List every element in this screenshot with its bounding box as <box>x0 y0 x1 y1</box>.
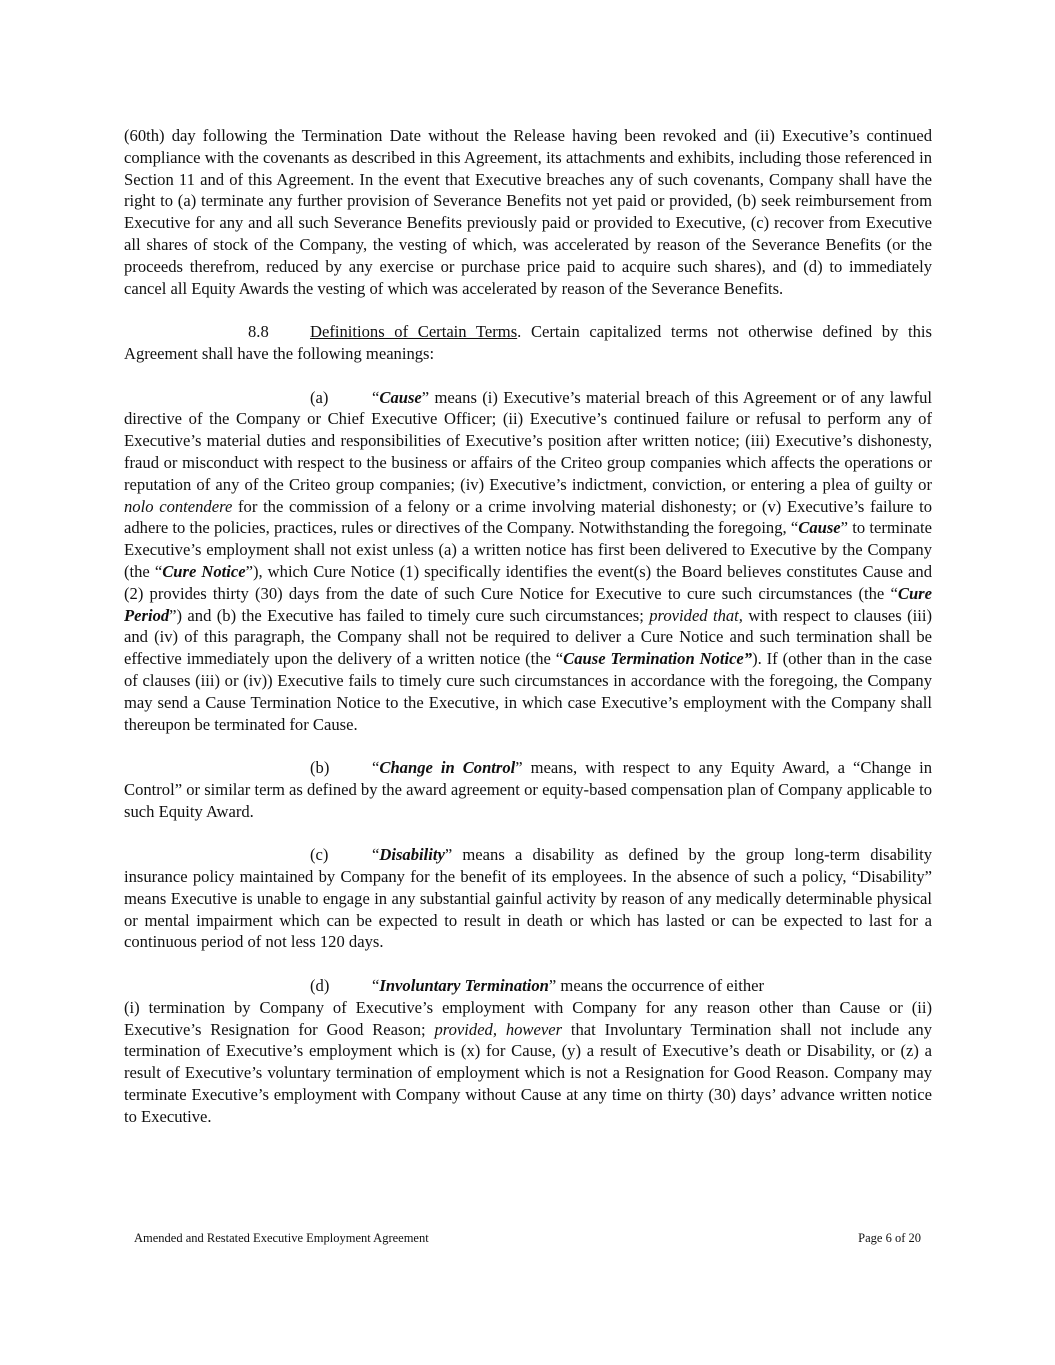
definition-cause <box>124 387 932 736</box>
provided-that-phrase: provided that, <box>649 605 743 625</box>
quote-mark: “ <box>372 387 380 407</box>
defined-term-cure-period: Cure Period <box>124 583 932 625</box>
definition-text: that Involuntary Termination shall not include any termination of Executive’s employment which is (x) for Cause, (y) a result of Executive’s death or Disability, or (z) a result of Executive’s voluntary termination of employment which is not a Resignation for Good Reason. Company may terminate Executive’s employment with Company without Cause at any time on thirty (30) days’ advance written notice to Executive. <box>124 1019 933 1126</box>
defined-term-change-in-control: Change in Control <box>379 758 516 778</box>
footer-document-title: Amended and Restated Executive Employment Agreement <box>134 1231 429 1245</box>
clause-label-a: (a) <box>310 387 329 407</box>
definition-disability <box>124 844 932 953</box>
page-body <box>124 125 932 1128</box>
definition-text: ” means (i) Executive’s material breach of this Agreement or of any lawful directive of the Company or Chief Executive Officer; (ii) Executive’s continued failure or refusal to perform any of Executive’s material duties and responsibilities of Executive’s position after written notice; (iii) Executive’s dishonesty, fraud or misconduct with respect to the business or affairs of the Criteo group companies which affects the operations or reputation of any of the Criteo group companies; (iv) Executive’s indictment, conviction, or entering a plea of guilty or <box>124 387 932 494</box>
definition-text: (i) termination by Company of Executive’s employment with Company for any reason other than Cause or (ii) Executive’s Resignation for Good Reason; <box>124 997 932 1039</box>
definition-text: ). If (other than in the case of clauses (iii) or (iv)) Executive fails to timely cure such circumstances in accordance with the foregoing, the Company may send a Cause Termination Notice to the Executive, in which case Executive’s employment with the Company shall thereupon be terminated for Cause. <box>124 649 932 734</box>
defined-term-cure-notice: Cure Notice <box>162 561 246 581</box>
nolo-contendere-phrase: nolo contendere <box>124 496 233 516</box>
page-footer <box>134 1230 921 1246</box>
definition-text: ” means a disability as defined by the group long-term disability insurance policy maintained by Company for the benefit of its employees. In the absence of such a policy, “Disability” means Executive is unable to engage in any substantial gainful activity by reason of any medically determinable physical or mental impairment which can be expected to result in death or which has lasted or can be expected to last for a continuous period of not less 120 days. <box>124 845 932 952</box>
clause-label-b: (b) <box>310 758 330 778</box>
quote-mark: “ <box>372 845 380 865</box>
definition-text: ” to terminate Executive’s employment shall not exist unless (a) a written notice has first been delivered to Executive by the Company (the “ <box>124 518 932 581</box>
defined-term-cause-termination-notice: Cause Termination Notice” <box>563 649 753 669</box>
defined-term-disability: Disability <box>379 845 445 865</box>
provided-however-phrase: provided, however <box>434 1019 563 1039</box>
definition-text: for the commission of a felony or a crime involving material dishonesty; or (v) Executive’s failure to adhere to the policies, practices, rules or directives of the Company. Notwithstanding the foregoing, “ <box>124 496 933 538</box>
section-8-8-paragraph <box>124 321 932 365</box>
clause-label-d: (d) <box>310 976 330 996</box>
clause-label-c: (c) <box>310 845 329 865</box>
definition-involuntary-termination-lead <box>124 975 932 997</box>
definition-text: ”), which Cure Notice (1) specifically identifies the event(s) the Board believes constitutes Cause and (2) provides thirty (30) days from the date of such Cure Notice for Executive to cure such circumstances (the “ <box>124 561 933 603</box>
defined-term-involuntary-termination: Involuntary Termination <box>379 976 549 996</box>
definition-text: with respect to clauses (iii) and (iv) of this paragraph, the Company shall not be required to deliver a Cure Notice and such termination shall be effective immediately upon the delivery of a written notice (the “ <box>124 605 933 669</box>
definition-involuntary-termination-body <box>124 997 932 1128</box>
definition-text: ” means the occurrence of either <box>548 976 765 996</box>
definition-text: ”) and (b) the Executive has failed to timely cure such circumstances; <box>169 605 650 625</box>
section-intro-text: . Certain capitalized terms not otherwise defined by this Agreement shall have the following meanings: <box>124 322 932 363</box>
section-number: 8.8 <box>248 322 269 342</box>
definition-text: ” means, with respect to any Equity Award, a “Change in Control” or similar term as defined by the award agreement or equity-based compensation plan of Company applicable to such Equity Award. <box>124 758 932 821</box>
footer-page-number: Page 6 of 20 <box>858 1231 921 1245</box>
severance-continuation-paragraph: (60th) day following the Termination Date without the Release having been revoked and (ii) Executive’s continued compliance with the covenants as described in this Agreement, its attachments and exhibits, including those referenced in Section 11 and of this Agreement. In the event that Executive breaches any of such covenants, Company shall have the right to (a) terminate any further provision of Severance Benefits not yet paid or provided, (b) seek reimbursement from Executive for any and all such Severance Benefits previously paid or provided to Executive, (c) recover from Executive all shares of stock of the Company, the vesting of which, was accelerated by reason of the Severance Benefits (or the proceeds therefrom, reduced by any exercise or purchase price paid to acquire such shares), and (d) to immediately cancel all Equity Awards the vesting of which was accelerated by reason of the Severance Benefits. <box>124 126 932 298</box>
defined-term-cause: Cause <box>379 387 422 407</box>
section-heading: Definitions of Certain Terms <box>310 322 518 342</box>
defined-term-cause-repeat: Cause <box>798 518 841 538</box>
quote-mark: “ <box>372 758 380 778</box>
definition-change-in-control <box>124 757 932 822</box>
quote-mark: “ <box>372 976 380 996</box>
